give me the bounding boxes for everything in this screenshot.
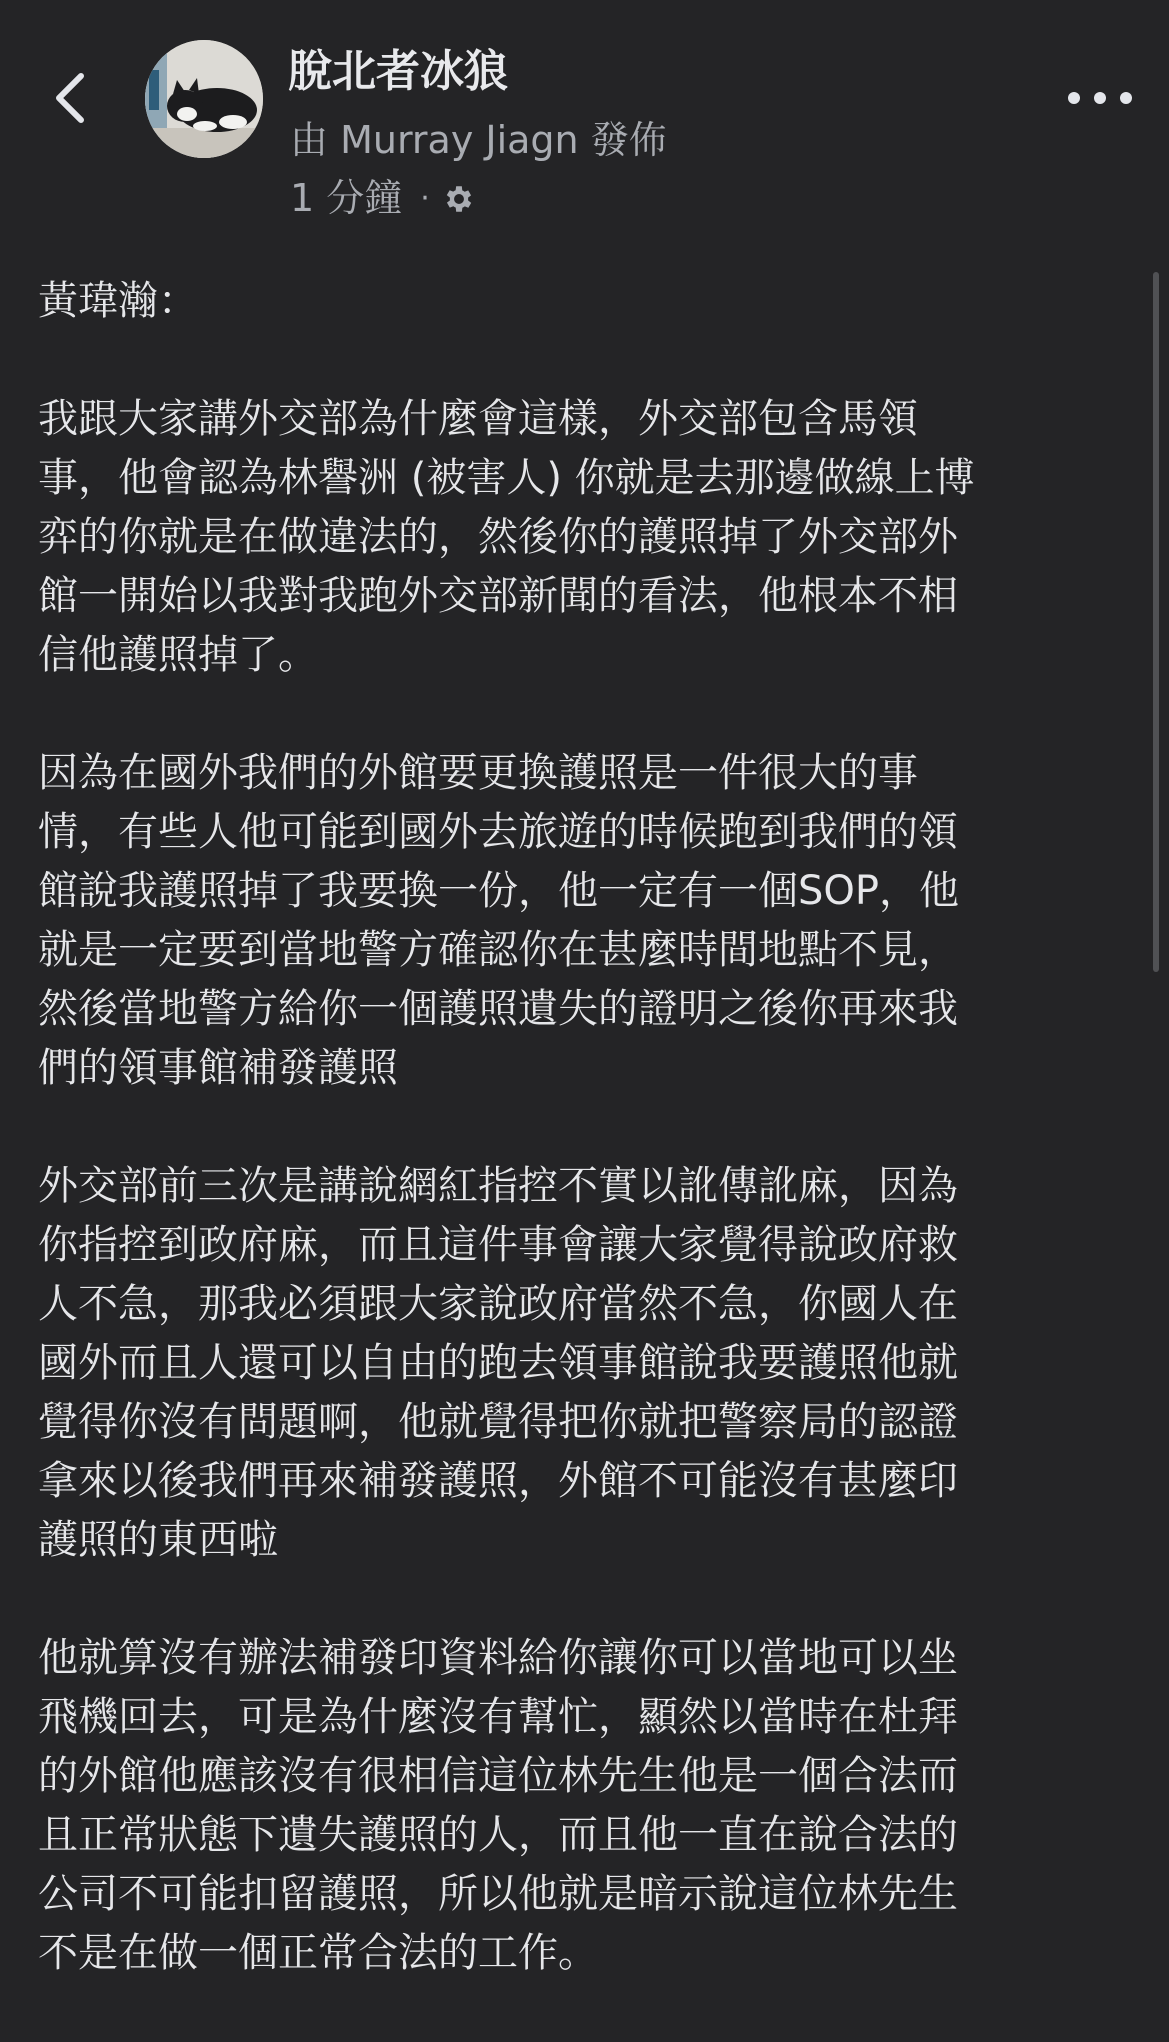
- post-line: 事，他會認為林譽洲 (被害人) 你就是去那邊做線上博: [38, 455, 975, 501]
- post-line: 館說我護照掉了我要換一份，他一定有一個SOP，他: [38, 868, 959, 914]
- more-horizontal-icon-dot: [1120, 92, 1132, 104]
- cat-avatar: [145, 40, 263, 158]
- post-line: 飛機回去，可是為什麼沒有幫忙，顯然以當時在杜拜: [38, 1694, 958, 1740]
- post-line: 因為在國外我們的外館要更換護照是一件很大的事: [38, 750, 918, 796]
- post-paragraphs: [38, 390, 1098, 1983]
- post-line: 人不急，那我必須跟大家說政府當然不急，你國人在: [38, 1281, 958, 1327]
- post-line: 然後當地警方給你一個護照遺失的證明之後你再來我: [38, 986, 958, 1032]
- post-line: 我跟大家講外交部為什麼會這樣，外交部包含馬領: [38, 396, 918, 442]
- post-line: 的外館他應該沒有很相信這位林先生他是一個合法而: [38, 1753, 958, 1799]
- gear-icon[interactable]: [442, 182, 476, 216]
- back-button[interactable]: [40, 62, 100, 134]
- post-line: 信他護照掉了。: [38, 632, 318, 678]
- post-line: 館一開始以我對我跑外交部新聞的看法，他根本不相: [38, 573, 958, 619]
- chevron-left-icon: [53, 72, 87, 124]
- more-horizontal-icon-dot: [1094, 92, 1106, 104]
- post-header: [0, 0, 1169, 240]
- post-salutation: 黃瑋瀚：: [38, 278, 198, 324]
- post-line: 國外而且人還可以自由的跑去領事館說我要護照他就: [38, 1340, 958, 1386]
- post-line: 情，有些人他可能到國外去旅遊的時候跑到我們的領: [38, 809, 958, 855]
- post-meta: [290, 176, 476, 222]
- post-paragraph: [38, 390, 1098, 685]
- post-line: 且正常狀態下遺失護照的人，而且他一直在說合法的: [38, 1812, 958, 1858]
- meta-separator: ·: [420, 180, 430, 216]
- post-line: 不是在做一個正常合法的工作。: [38, 1930, 598, 1976]
- byline: 由 Murray Jiagn 發佈: [290, 118, 667, 162]
- post-paragraph: [38, 744, 1098, 1098]
- scrollbar[interactable]: [1153, 272, 1159, 972]
- more-options-button[interactable]: [1068, 78, 1132, 118]
- post-line: 你指控到政府麻，而且這件事會讓大家覺得說政府救: [38, 1222, 958, 1268]
- post-body: [38, 272, 1098, 2042]
- timestamp[interactable]: 1 分鐘: [290, 176, 403, 220]
- post-line: 弈的你就是在做違法的，然後你的護照掉了外交部外: [38, 514, 958, 560]
- post-line: 拿來以後我們再來補發護照，外館不可能沒有甚麼印: [38, 1458, 958, 1504]
- post-paragraph: [38, 1157, 1098, 1570]
- more-horizontal-icon-dot: [1068, 92, 1080, 104]
- post-line: 他就算沒有辦法補發印資料給你讓你可以當地可以坐: [38, 1635, 958, 1681]
- post-line: 覺得你沒有問題啊，他就覺得把你就把警察局的認證: [38, 1399, 958, 1445]
- post-line: 就是一定要到當地警方確認你在甚麼時間地點不見，: [38, 927, 958, 973]
- post-line: 外交部前三次是講說網紅指控不實以訛傳訛麻，因為: [38, 1163, 958, 1209]
- post-paragraph: [38, 1629, 1098, 1983]
- post-line: 護照的東西啦: [38, 1517, 278, 1563]
- page-name[interactable]: 脫北者冰狼: [288, 46, 508, 97]
- post-line: 公司不可能扣留護照，所以他就是暗示說這位林先生: [38, 1871, 958, 1917]
- avatar[interactable]: [145, 40, 263, 158]
- post-line: 們的領事館補發護照: [38, 1045, 398, 1091]
